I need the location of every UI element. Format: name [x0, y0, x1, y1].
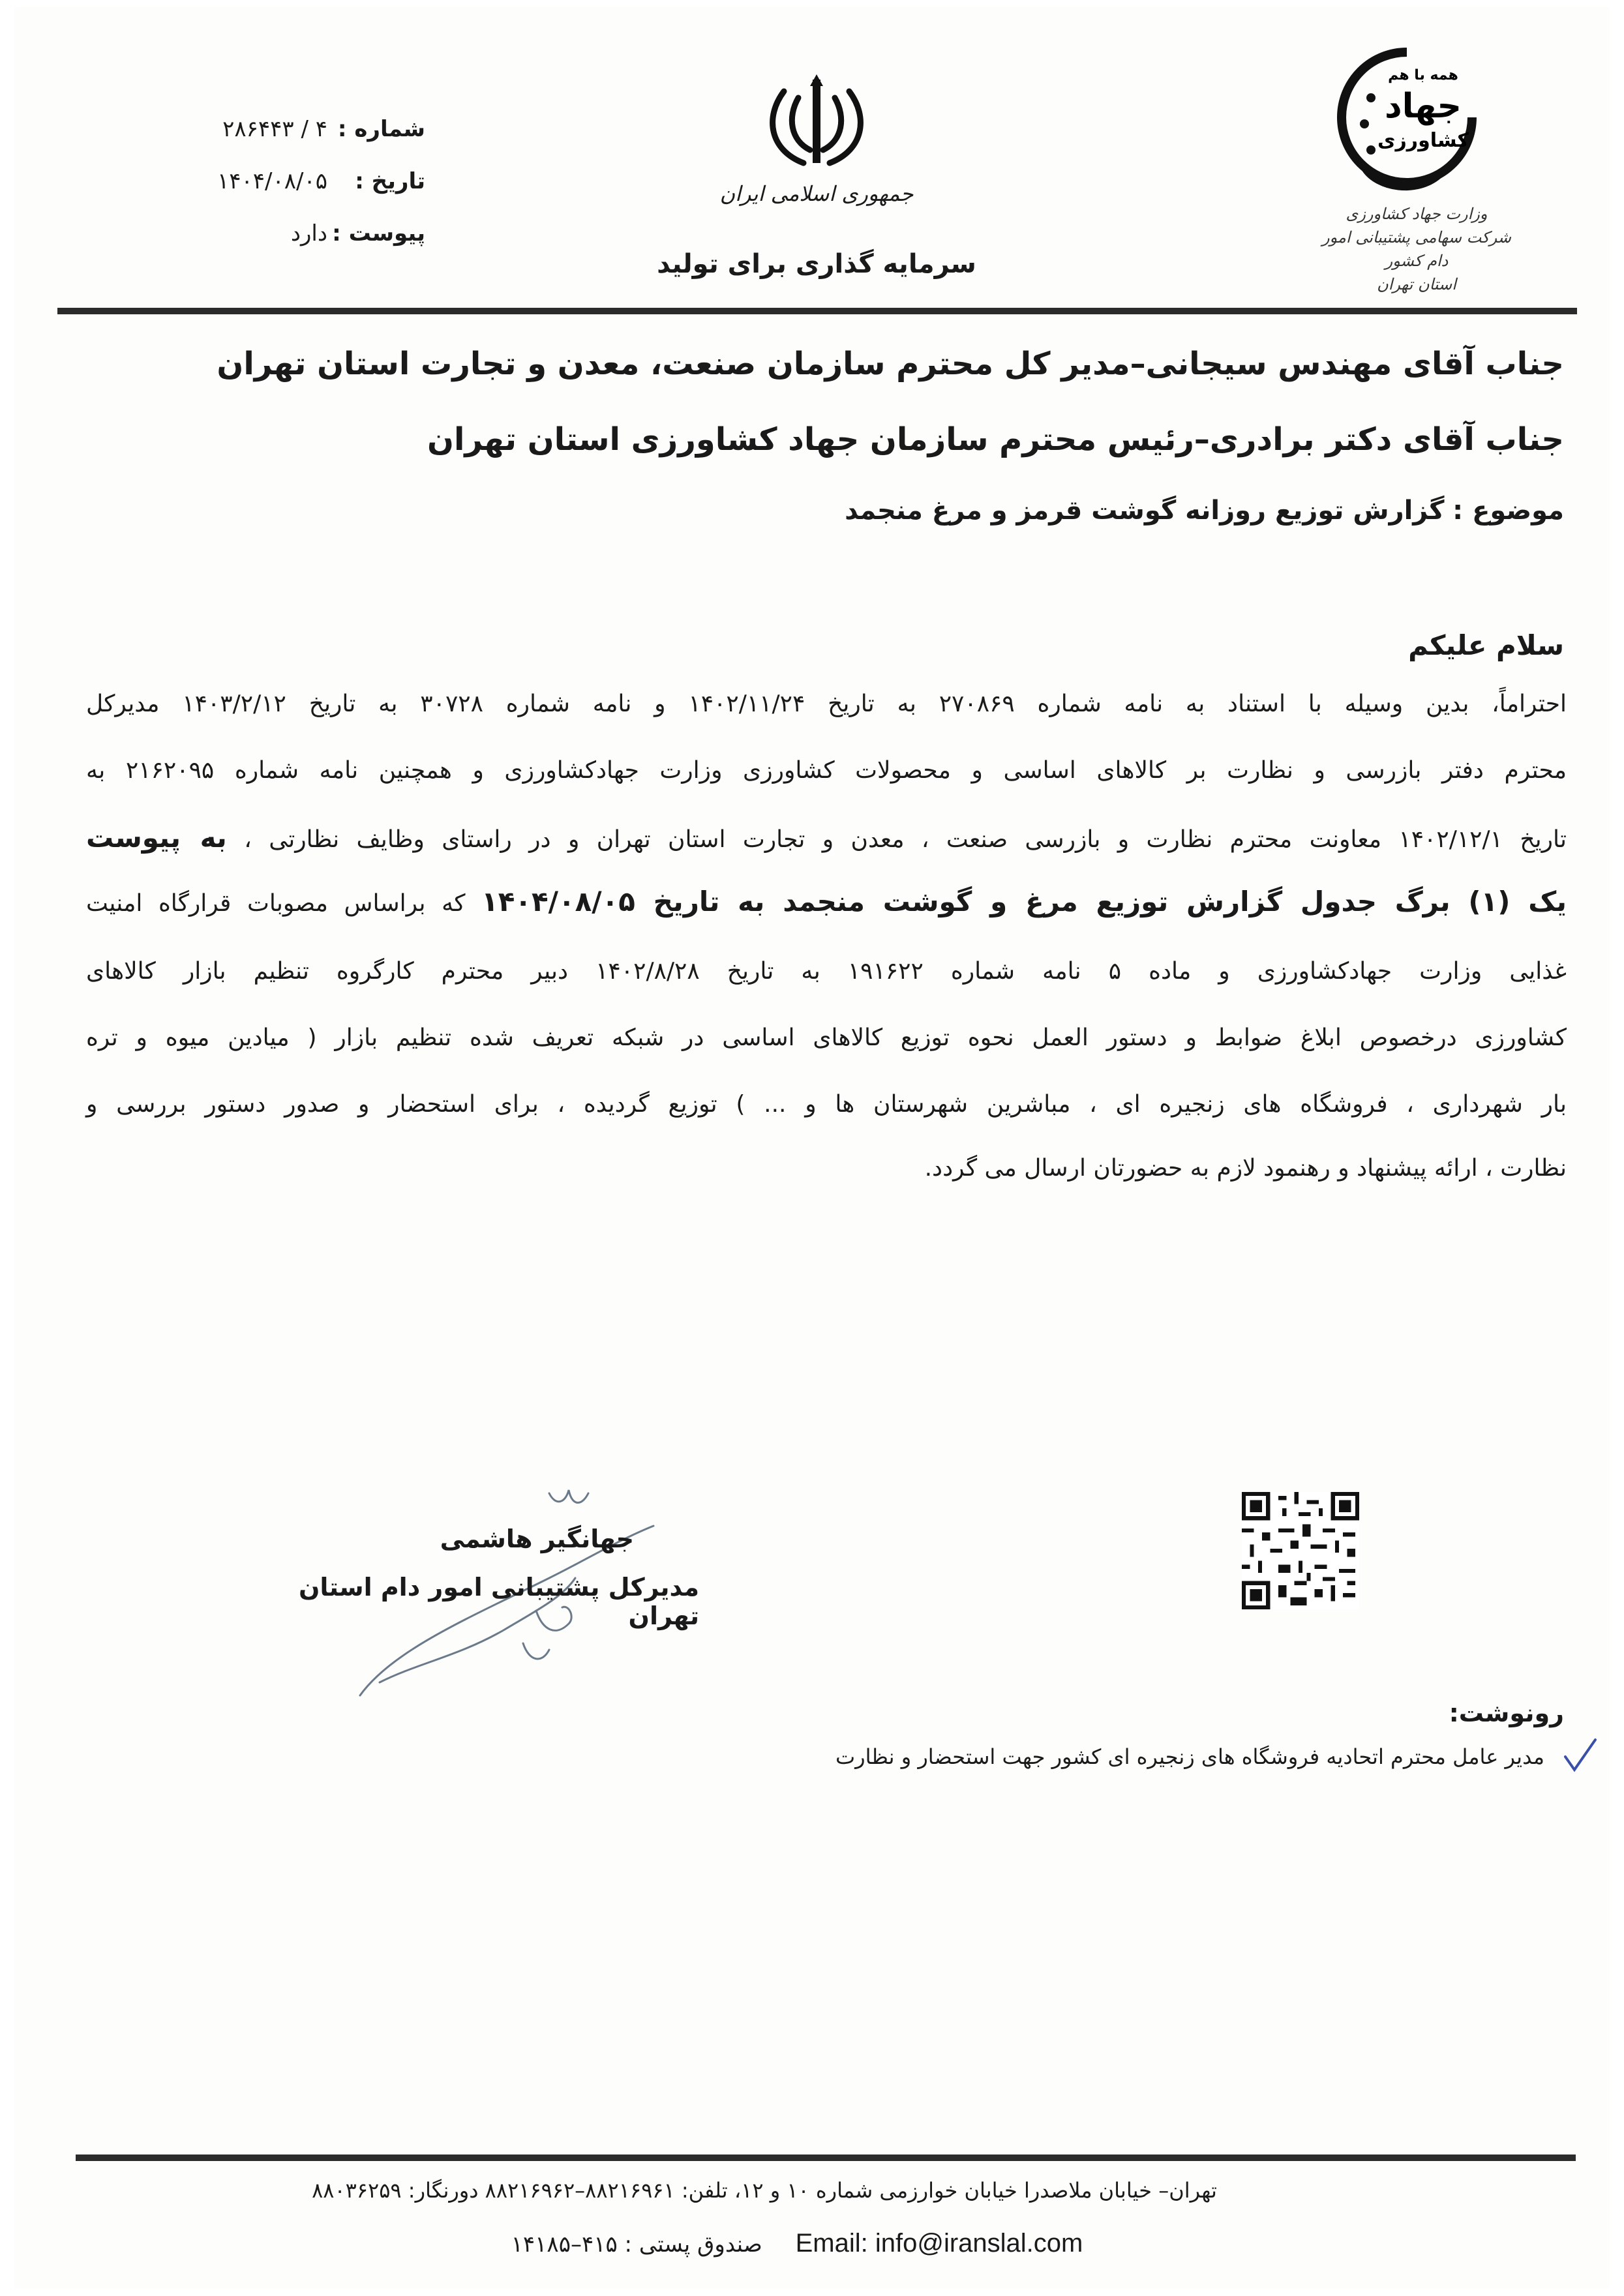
logo-top-text: همه با هم — [1388, 67, 1458, 83]
cc-recipient: مدیر عامل محترم اتحادیه فروشگاه های زنجیره ای کشور جهت استحضار و نظارت — [835, 1744, 1544, 1769]
body-line-4-bold: یک (۱) برگ جدول گزارش توزیع مرغ و گوشت منجمد به تاریخ ۱۴۰۴/۰۸/۰۵ — [481, 886, 1567, 917]
body-line-4 — [86, 886, 1567, 920]
body-line-7: بار شهرداری ، فروشگاه های زنجیره ای ، مباشرین شهرستان ها و ... ) توزیع گردیده ، برای استحضار و صدور دستور بررسی و — [86, 1091, 1567, 1118]
greeting: سلام علیکم — [1408, 629, 1564, 661]
ministry-line-3: استان تهران — [1377, 275, 1456, 293]
footer-pobox: صندوق پستی : ۴۱۵–۱۴۱۸۵ — [511, 2231, 762, 2258]
date-value: ۱۴۰۴/۰۸/۰۵ — [217, 168, 327, 194]
footer-contact — [406, 2229, 1188, 2258]
logo-sub-text: کشاورزی — [1377, 129, 1469, 152]
footer-address: تهران– خیابان ملاصدرا خیابان خوارزمی شماره ۱۰ و ۱۲، تلفن: ۸۸۲۱۶۹۶۱–۸۸۲۱۶۹۶۲ دورنگار: ۸۸۰۳۶۲۵۹ — [312, 2178, 1217, 2203]
check-mark-icon — [1560, 1736, 1599, 1775]
body-line-8: نظارت ، ارائه پیشنهاد و رهنمود لازم به حضورتان ارسال می گردد. — [924, 1155, 1567, 1182]
jahad-logo-icon — [1325, 39, 1488, 202]
letter-page — [14, 7, 1610, 2289]
attachment-value: دارد — [290, 220, 327, 246]
logo-main-text: جهاد — [1384, 87, 1462, 126]
footer-divider — [76, 2154, 1576, 2161]
ministry-lines — [1312, 202, 1521, 296]
subject-label: موضوع : — [1452, 496, 1564, 526]
body-line-3 — [86, 822, 1567, 856]
meta-date — [177, 168, 425, 207]
addressee-1: جناب آقای مهندس سیجانی–مدیر کل محترم سازمان صنعت، معدن و تجارت استان تهران — [217, 346, 1564, 382]
body-line-1: احتراماً، بدین وسیله با استناد به نامه شماره ۲۷۰۸۶۹ به تاریخ ۱۴۰۲/۱۱/۲۴ و نامه شماره ۳۰۷۲۸ به تاریخ ۱۴۰۳/۲/۱۲ مدیرکل — [86, 691, 1567, 717]
republic-name: جمهوری اسلامی ایران — [719, 181, 914, 206]
meta-attachment — [177, 220, 425, 260]
subject-text: گزارش توزیع روزانه گوشت قرمز و مرغ منجمد — [845, 496, 1445, 526]
addressee-2: جناب آقای دکتر برادری–رئیس محترم سازمان جهاد کشاورزی استان تهران — [427, 421, 1564, 458]
ministry-line-1: وزارت جهاد کشاورزی — [1346, 205, 1488, 223]
subject-line — [64, 496, 1564, 526]
date-label: تاریخ : — [355, 168, 425, 194]
body-line-6: کشاورزی درخصوص ابلاغ ضوابط و دستور العمل نحوه توزیع کالاهای اساسی در شبکه تعریف شده تنظیم بازار ( میادین میوه و تره — [86, 1024, 1567, 1051]
meta-number — [177, 116, 425, 155]
iran-emblem-icon — [758, 72, 875, 176]
signatory-title: مدیرکل پشتیبانی امور دام استان تهران — [298, 1573, 699, 1630]
signatory-name: جهانگیر هاشمی — [440, 1525, 634, 1553]
cc-label: رونوشت: — [1449, 1699, 1564, 1727]
number-label: شماره : — [337, 116, 425, 142]
body-line-4-text: که براساس مصوبات قرارگاه امنیت — [86, 890, 466, 917]
footer-email: Email: info@iranslal.com — [795, 2229, 1083, 2258]
header-divider — [57, 308, 1577, 314]
body-line-2: محترم دفتر بازرسی و نظارت بر کالاهای اساسی و محصولات کشاورزی وزارت جهادکشاورزی و همچنین نامه شماره ۲۱۶۲۰۹۵ به — [86, 757, 1567, 784]
number-value: ۴ / ۲۸۶۴۴۳ — [222, 116, 327, 142]
slogan: سرمایه گذاری برای تولید — [657, 249, 976, 279]
body-line-5: غذایی وزارت جهادکشاورزی و ماده ۵ نامه شماره ۱۹۱۶۲۲ به تاریخ ۱۴۰۲/۸/۲۸ دبیر محترم کارگروه تنظیم بازار کالاهای — [86, 958, 1567, 985]
qr-code-icon — [1242, 1492, 1359, 1609]
body-line-3-text: تاریخ ۱۴۰۲/۱۲/۱ معاونت محترم نظارت و بازرسی صنعت ، معدن و تجارت استان تهران و در راستای وظایف نظارتی ، — [244, 826, 1567, 853]
attachment-label: پیوست : — [332, 220, 425, 246]
body-line-3-bold: به پیوست — [86, 822, 227, 854]
ministry-line-2: شرکت سهامی پشتیبانی امور دام کشور — [1322, 228, 1511, 270]
